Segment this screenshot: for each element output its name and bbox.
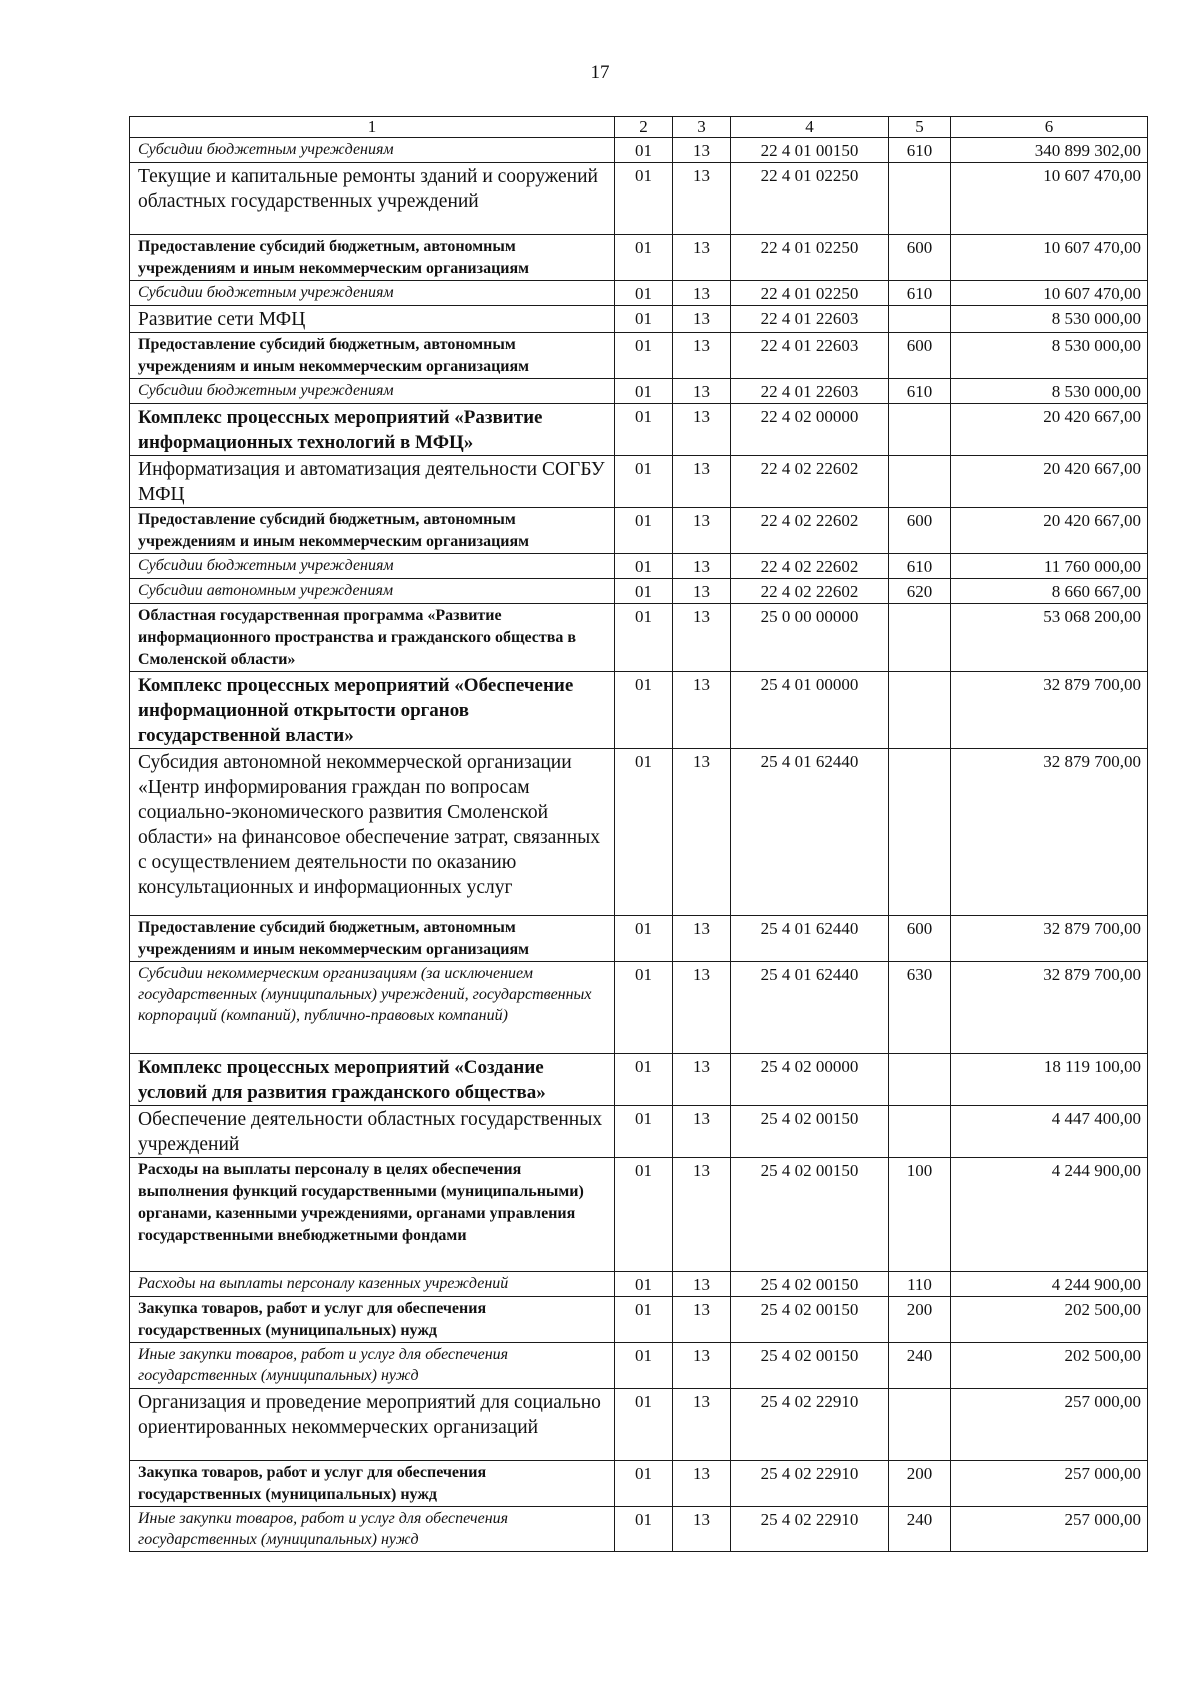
row-name: Субсидии бюджетным учреждениям: [130, 379, 615, 404]
expense-type-code: 620: [889, 579, 951, 604]
amount: 10 607 470,00: [951, 235, 1148, 281]
row-name: Субсидии бюджетным учреждениям: [130, 138, 615, 163]
subsection-code: 13: [673, 1461, 731, 1507]
amount: 340 899 302,00: [951, 138, 1148, 163]
target-code: 25 4 01 62440: [731, 916, 889, 962]
target-code: 25 4 02 00150: [731, 1106, 889, 1158]
section-code: 01: [615, 163, 673, 235]
amount: 20 420 667,00: [951, 508, 1148, 554]
row-name: Обеспечение деятельности областных государственных учреждений: [130, 1106, 615, 1158]
subsection-code: 13: [673, 404, 731, 456]
subsection-code: 13: [673, 604, 731, 672]
target-code: 25 4 01 62440: [731, 962, 889, 1054]
column-number: 2: [615, 117, 673, 138]
section-code: 01: [615, 749, 673, 916]
subsection-code: 13: [673, 1343, 731, 1389]
amount: 202 500,00: [951, 1343, 1148, 1389]
expense-type-code: 100: [889, 1158, 951, 1272]
section-code: 01: [615, 1054, 673, 1106]
subsection-code: 13: [673, 916, 731, 962]
amount: 20 420 667,00: [951, 456, 1148, 508]
expense-type-code: [889, 1054, 951, 1106]
row-name: Комплекс процессных мероприятий «Создание условий для развития гражданского общества»: [130, 1054, 615, 1106]
target-code: 22 4 01 02250: [731, 235, 889, 281]
table-row: [130, 138, 1148, 163]
amount: 10 607 470,00: [951, 281, 1148, 306]
subsection-code: 13: [673, 235, 731, 281]
row-name: Комплекс процессных мероприятий «Развитие информационных технологий в МФЦ»: [130, 404, 615, 456]
target-code: 22 4 02 22602: [731, 554, 889, 579]
section-code: 01: [615, 1272, 673, 1297]
section-code: 01: [615, 281, 673, 306]
table-row: [130, 235, 1148, 281]
table-row: [130, 1389, 1148, 1461]
subsection-code: 13: [673, 962, 731, 1054]
subsection-code: 13: [673, 333, 731, 379]
target-code: 22 4 02 22602: [731, 456, 889, 508]
target-code: 22 4 01 22603: [731, 333, 889, 379]
subsection-code: 13: [673, 281, 731, 306]
row-name: Предоставление субсидий бюджетным, автономным учреждениям и иным некоммерческим организациям: [130, 333, 615, 379]
expense-type-code: 110: [889, 1272, 951, 1297]
row-name: Субсидии автономным учреждениям: [130, 579, 615, 604]
column-number: 6: [951, 117, 1148, 138]
expense-type-code: [889, 404, 951, 456]
expense-type-code: [889, 604, 951, 672]
target-code: 25 4 02 00150: [731, 1158, 889, 1272]
table-row: [130, 749, 1148, 916]
section-code: 01: [615, 235, 673, 281]
section-code: 01: [615, 604, 673, 672]
target-code: 22 4 01 00150: [731, 138, 889, 163]
expense-type-code: [889, 306, 951, 333]
section-code: 01: [615, 554, 673, 579]
expense-type-code: 610: [889, 379, 951, 404]
target-code: 25 0 00 00000: [731, 604, 889, 672]
section-code: 01: [615, 579, 673, 604]
target-code: 25 4 01 00000: [731, 672, 889, 749]
target-code: 22 4 01 02250: [731, 163, 889, 235]
table-row: [130, 281, 1148, 306]
amount: 4 244 900,00: [951, 1158, 1148, 1272]
table-row: [130, 333, 1148, 379]
row-name: Субсидии бюджетным учреждениям: [130, 554, 615, 579]
subsection-code: 13: [673, 306, 731, 333]
target-code: 25 4 02 22910: [731, 1507, 889, 1552]
table-row: [130, 1158, 1148, 1272]
column-number-row: [130, 117, 1148, 138]
row-name: Субсидии бюджетным учреждениям: [130, 281, 615, 306]
subsection-code: 13: [673, 672, 731, 749]
subsection-code: 13: [673, 163, 731, 235]
target-code: 25 4 02 00150: [731, 1297, 889, 1343]
table-row: [130, 554, 1148, 579]
table-row: [130, 1507, 1148, 1552]
table-row: [130, 916, 1148, 962]
section-code: 01: [615, 306, 673, 333]
section-code: 01: [615, 1461, 673, 1507]
row-name: Расходы на выплаты персоналу казенных учреждений: [130, 1272, 615, 1297]
target-code: 22 4 01 22603: [731, 379, 889, 404]
amount: 202 500,00: [951, 1297, 1148, 1343]
section-code: 01: [615, 1158, 673, 1272]
section-code: 01: [615, 1507, 673, 1552]
row-name: Развитие сети МФЦ: [130, 306, 615, 333]
table-row: [130, 604, 1148, 672]
expense-type-code: 600: [889, 916, 951, 962]
table-row: [130, 1272, 1148, 1297]
column-number: 1: [130, 117, 615, 138]
page-number: 17: [590, 62, 610, 83]
amount: 257 000,00: [951, 1461, 1148, 1507]
row-name: Комплекс процессных мероприятий «Обеспечение информационной открытости органов государственной власти»: [130, 672, 615, 749]
expense-type-code: [889, 163, 951, 235]
section-code: 01: [615, 456, 673, 508]
subsection-code: 13: [673, 508, 731, 554]
table-row: [130, 404, 1148, 456]
row-name: Областная государственная программа «Развитие информационного пространства и гражданского общества в Смоленской области»: [130, 604, 615, 672]
section-code: 01: [615, 962, 673, 1054]
row-name: Предоставление субсидий бюджетным, автономным учреждениям и иным некоммерческим организациям: [130, 916, 615, 962]
amount: 8 660 667,00: [951, 579, 1148, 604]
subsection-code: 13: [673, 379, 731, 404]
table-body: [130, 138, 1148, 1552]
section-code: 01: [615, 379, 673, 404]
expense-type-code: [889, 749, 951, 916]
amount: 4 244 900,00: [951, 1272, 1148, 1297]
subsection-code: 13: [673, 1272, 731, 1297]
target-code: 25 4 02 00150: [731, 1343, 889, 1389]
table-row: [130, 306, 1148, 333]
budget-table: [129, 116, 1148, 1552]
amount: 18 119 100,00: [951, 1054, 1148, 1106]
row-name: Расходы на выплаты персоналу в целях обеспечения выполнения функций государственными (муниципальными) органами, казенными учреждениями, органами управления государственными внебюджетными фондами: [130, 1158, 615, 1272]
table-row: [130, 1106, 1148, 1158]
subsection-code: 13: [673, 1158, 731, 1272]
row-name: Иные закупки товаров, работ и услуг для обеспечения государственных (муниципальных) нужд: [130, 1343, 615, 1389]
target-code: 22 4 01 02250: [731, 281, 889, 306]
expense-type-code: 610: [889, 281, 951, 306]
table-row: [130, 672, 1148, 749]
amount: 53 068 200,00: [951, 604, 1148, 672]
amount: 257 000,00: [951, 1389, 1148, 1461]
expense-type-code: 610: [889, 138, 951, 163]
expense-type-code: 610: [889, 554, 951, 579]
expense-type-code: 600: [889, 508, 951, 554]
expense-type-code: 600: [889, 333, 951, 379]
target-code: 25 4 02 00000: [731, 1054, 889, 1106]
column-number: 4: [731, 117, 889, 138]
subsection-code: 13: [673, 1106, 731, 1158]
expense-type-code: [889, 1106, 951, 1158]
column-number: 3: [673, 117, 731, 138]
row-name: Информатизация и автоматизация деятельности СОГБУ МФЦ: [130, 456, 615, 508]
amount: 32 879 700,00: [951, 962, 1148, 1054]
expense-type-code: 630: [889, 962, 951, 1054]
section-code: 01: [615, 672, 673, 749]
target-code: 22 4 02 00000: [731, 404, 889, 456]
row-name: Организация и проведение мероприятий для социально ориентированных некоммерческих организаций: [130, 1389, 615, 1461]
amount: 10 607 470,00: [951, 163, 1148, 235]
amount: 257 000,00: [951, 1507, 1148, 1552]
expense-type-code: 200: [889, 1297, 951, 1343]
row-name: Иные закупки товаров, работ и услуг для обеспечения государственных (муниципальных) нужд: [130, 1507, 615, 1552]
target-code: 25 4 02 22910: [731, 1389, 889, 1461]
amount: 8 530 000,00: [951, 333, 1148, 379]
subsection-code: 13: [673, 138, 731, 163]
table-row: [130, 1297, 1148, 1343]
expense-type-code: 240: [889, 1343, 951, 1389]
subsection-code: 13: [673, 554, 731, 579]
expense-type-code: [889, 1389, 951, 1461]
amount: 8 530 000,00: [951, 379, 1148, 404]
table-row: [130, 508, 1148, 554]
subsection-code: 13: [673, 579, 731, 604]
row-name: Текущие и капитальные ремонты зданий и сооружений областных государственных учреждений: [130, 163, 615, 235]
section-code: 01: [615, 1106, 673, 1158]
row-name: Предоставление субсидий бюджетным, автономным учреждениям и иным некоммерческим организациям: [130, 508, 615, 554]
amount: 8 530 000,00: [951, 306, 1148, 333]
amount: 32 879 700,00: [951, 749, 1148, 916]
subsection-code: 13: [673, 749, 731, 916]
amount: 32 879 700,00: [951, 916, 1148, 962]
subsection-code: 13: [673, 1389, 731, 1461]
row-name: Субсидия автономной некоммерческой организации «Центр информирования граждан по вопросам социально-экономического развития Смоленской области» на финансовое обеспечение затрат, связанных с осуществлением деятельности по оказанию консультационных и информационных услуг: [130, 749, 615, 916]
table-row: [130, 1461, 1148, 1507]
expense-type-code: 200: [889, 1461, 951, 1507]
target-code: 25 4 02 00150: [731, 1272, 889, 1297]
section-code: 01: [615, 508, 673, 554]
row-name: Субсидии некоммерческим организациям (за исключением государственных (муниципальных) учреждений, государственных корпораций (компаний), публично-правовых компаний): [130, 962, 615, 1054]
section-code: 01: [615, 404, 673, 456]
subsection-code: 13: [673, 1054, 731, 1106]
row-name: Предоставление субсидий бюджетным, автономным учреждениям и иным некоммерческим организациям: [130, 235, 615, 281]
expense-type-code: [889, 456, 951, 508]
section-code: 01: [615, 1389, 673, 1461]
amount: 32 879 700,00: [951, 672, 1148, 749]
expense-type-code: [889, 672, 951, 749]
subsection-code: 13: [673, 1297, 731, 1343]
section-code: 01: [615, 333, 673, 379]
amount: 4 447 400,00: [951, 1106, 1148, 1158]
expense-type-code: 600: [889, 235, 951, 281]
section-code: 01: [615, 138, 673, 163]
table-row: [130, 379, 1148, 404]
target-code: 22 4 01 22603: [731, 306, 889, 333]
section-code: 01: [615, 916, 673, 962]
row-name: Закупка товаров, работ и услуг для обеспечения государственных (муниципальных) нужд: [130, 1461, 615, 1507]
table-row: [130, 1054, 1148, 1106]
table-row: [130, 1343, 1148, 1389]
target-code: 25 4 01 62440: [731, 749, 889, 916]
amount: 20 420 667,00: [951, 404, 1148, 456]
section-code: 01: [615, 1343, 673, 1389]
section-code: 01: [615, 1297, 673, 1343]
subsection-code: 13: [673, 1507, 731, 1552]
expense-type-code: 240: [889, 1507, 951, 1552]
table-row: [130, 163, 1148, 235]
target-code: 25 4 02 22910: [731, 1461, 889, 1507]
table-row: [130, 456, 1148, 508]
target-code: 22 4 02 22602: [731, 579, 889, 604]
table-row: [130, 579, 1148, 604]
subsection-code: 13: [673, 456, 731, 508]
column-number: 5: [889, 117, 951, 138]
amount: 11 760 000,00: [951, 554, 1148, 579]
target-code: 22 4 02 22602: [731, 508, 889, 554]
table-row: [130, 962, 1148, 1054]
row-name: Закупка товаров, работ и услуг для обеспечения государственных (муниципальных) нужд: [130, 1297, 615, 1343]
